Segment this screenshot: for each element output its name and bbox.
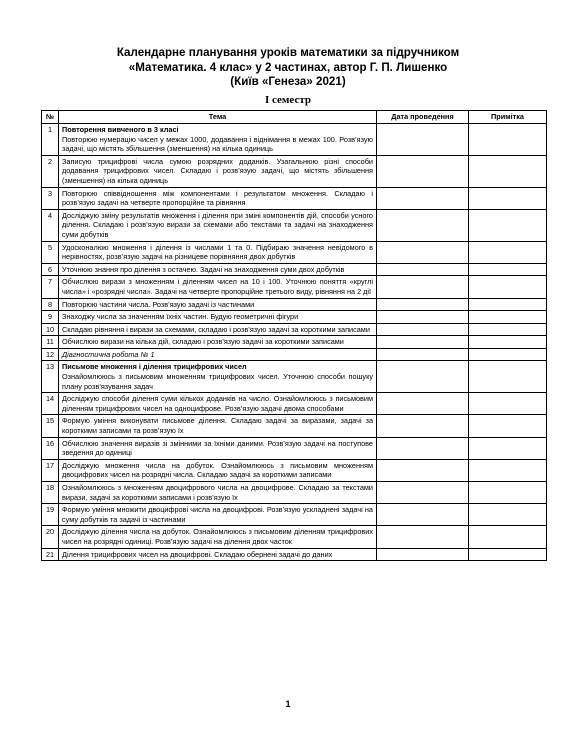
row-date-cell[interactable]: [377, 311, 469, 324]
row-topic: [59, 311, 377, 324]
row-note-cell[interactable]: [469, 548, 547, 561]
row-topic: [59, 155, 377, 187]
table-body: [42, 124, 547, 561]
header-note: Примітка: [469, 111, 547, 124]
row-number: 2: [42, 155, 59, 187]
title-line-2: «Математика. 4 клас» у 2 частинах, автор Г. П. Лишенко: [128, 60, 448, 74]
row-number: 19: [42, 504, 59, 526]
table-row: [42, 241, 547, 263]
table-row: [42, 155, 547, 187]
row-note-cell[interactable]: [469, 187, 547, 209]
section-heading: Письмове множення і ділення трицифрових чисел: [62, 362, 247, 372]
topic-text: Ділення трицифрових чисел на двоцифрові. Складаю обернені задачі до даних: [62, 549, 333, 559]
row-topic: [59, 437, 377, 459]
topic-text: Досліджую зміну результатів множення і ділення при зміні компонентів дій, способи усного ділення. Складаю і розв’язую вирази за схемами або текстами та задачі на знаходження суми добутків: [62, 210, 373, 239]
row-topic: [59, 263, 377, 276]
row-number: 15: [42, 415, 59, 437]
row-topic: [59, 393, 377, 415]
document-title: [0, 46, 576, 90]
row-topic: [59, 209, 377, 241]
row-note-cell[interactable]: [469, 504, 547, 526]
table-row: [42, 311, 547, 324]
topic-text: Обчислюю вирази з множенням і діленням чисел на 10 і 100. Уточнюю поняття «круглі числа» і «розрядні числа». Задачі на четверте пропорційне третього виду, рівняння на 2 дії: [62, 277, 373, 296]
row-date-cell[interactable]: [377, 526, 469, 548]
table-row: [42, 209, 547, 241]
topic-text: Удосконалюю множення і ділення із числами 1 та 0. Підбираю значення невідомого в нерівностях, розв’язую задачі на різницеве порівняння двох добутків: [62, 242, 373, 262]
row-date-cell[interactable]: [377, 124, 469, 156]
row-number: 1: [42, 124, 59, 156]
row-note-cell[interactable]: [469, 209, 547, 241]
row-date-cell[interactable]: [377, 361, 469, 393]
row-note-cell[interactable]: [469, 323, 547, 336]
table-row: [42, 459, 547, 481]
topic-text: Формую уміння виконувати письмове ділення. Складаю задачі за виразами, задачі за короткими записами та розв’язую їх: [62, 416, 373, 436]
row-date-cell[interactable]: [377, 323, 469, 336]
topic-text: Формую уміння множити двоцифрові числа на двоцифрові. Розв’язую ускладнені задачі на суму добутків та задачі із частинами: [62, 505, 373, 524]
row-date-cell[interactable]: [377, 393, 469, 415]
row-number: 9: [42, 311, 59, 324]
row-topic: [59, 336, 377, 349]
row-topic: [59, 361, 377, 393]
topic-text: Записую трицифрові числа сумою розрядних доданків. Узагальнюю різні способи додавання трицифрових чисел. Складаю і розв’язую задачі, що містять збільшення (зменшення) на кілька одиниць: [62, 156, 373, 185]
topic-text: Досліджую множення числа на добуток. Ознайомлююсь з письмовим множенням двоцифрових чисел на розрядні числа. Складаю задачі за короткими записами: [62, 460, 373, 480]
topic-text: Складаю рівняння і вирази за схемами, складаю і розв’язую задачі за короткими записами: [62, 324, 370, 334]
section-heading: Повторення вивченого в 3 класі: [62, 125, 179, 134]
topic-text: Ознайомлююсь з письмовим множенням трицифрових чисел. Уточнюю способи пошуку плану розв’язування задач: [62, 372, 373, 391]
row-note-cell[interactable]: [469, 459, 547, 481]
lesson-plan-table: [41, 110, 547, 561]
table-header-row: [42, 111, 547, 124]
table-row: [42, 415, 547, 437]
table-row: [42, 504, 547, 526]
topic-text: Знаходжу числа за значенням їхніх частин. Будую геометричні фігури: [62, 312, 299, 322]
row-note-cell[interactable]: [469, 241, 547, 263]
row-topic: [59, 548, 377, 561]
row-topic: [59, 298, 377, 311]
table-row: [42, 482, 547, 504]
row-note-cell[interactable]: [469, 311, 547, 324]
row-topic: [59, 348, 377, 361]
row-number: 5: [42, 241, 59, 263]
row-note-cell[interactable]: [469, 361, 547, 393]
topic-text: Повторюю нумерацію чисел у межах 1000, додавання і віднімання в межах 100. Розв’язую задачі, що містять збільшення (зменшення) на кілька одиниць: [62, 134, 373, 154]
table-row: [42, 276, 547, 298]
row-number: 10: [42, 323, 59, 336]
row-date-cell[interactable]: [377, 276, 469, 298]
row-number: 18: [42, 482, 59, 504]
header-date: Дата проведення: [377, 111, 469, 124]
row-number: 8: [42, 298, 59, 311]
row-date-cell[interactable]: [377, 187, 469, 209]
title-line-1: Календарне планування уроків математики за підручником: [116, 46, 460, 59]
row-date-cell[interactable]: [377, 155, 469, 187]
row-number: 21: [42, 548, 59, 561]
topic-text: Повторюю співвідношення між компонентами і результатом множення. Складаю і розв’язую задачі на четверте пропорційне та рівняння: [62, 188, 373, 208]
row-topic: [59, 459, 377, 481]
row-date-cell[interactable]: [377, 298, 469, 311]
table-row: [42, 526, 547, 548]
row-topic: [59, 415, 377, 437]
row-topic: [59, 276, 377, 298]
table-row: [42, 548, 547, 561]
topic-text: Досліджую способи ділення суми кількох доданків на число. Ознайомлююсь з письмовим діленням трицифрових чисел на одноцифрове. Розв’язую задачі двома способами: [62, 394, 373, 413]
table-row: [42, 336, 547, 349]
row-date-cell[interactable]: [377, 348, 469, 361]
row-topic: [59, 241, 377, 263]
table-row: [42, 124, 547, 156]
topic-text: Діагностична робота № 1: [62, 349, 155, 359]
row-number: 12: [42, 348, 59, 361]
row-number: 4: [42, 209, 59, 241]
row-note-cell[interactable]: [469, 155, 547, 187]
row-note-cell[interactable]: [469, 482, 547, 504]
table-row: [42, 348, 547, 361]
row-note-cell[interactable]: [469, 298, 547, 311]
row-note-cell[interactable]: [469, 124, 547, 156]
row-note-cell[interactable]: [469, 276, 547, 298]
topic-text: Уточнюю знання про ділення з остачею. Задачі на знаходження суми двох добутків: [62, 264, 345, 274]
row-topic: [59, 526, 377, 548]
row-topic: [59, 504, 377, 526]
row-number: 11: [42, 336, 59, 349]
table-row: [42, 393, 547, 415]
topic-text: Обчислюю вирази на кілька дій, складаю і розв’язую задачі за короткими записами: [62, 337, 344, 347]
row-date-cell[interactable]: [377, 263, 469, 276]
title-line-3: (Київ «Генеза» 2021): [230, 75, 346, 88]
row-number: 14: [42, 393, 59, 415]
row-note-cell[interactable]: [469, 393, 547, 415]
row-date-cell[interactable]: [377, 241, 469, 263]
page-number: 1: [285, 699, 291, 709]
header-topic: Тема: [59, 111, 377, 124]
table-row: [42, 187, 547, 209]
topic-text: Повторюю частини числа. Розв’язую задачі із частинами: [62, 299, 255, 309]
row-date-cell[interactable]: [377, 459, 469, 481]
row-number: 3: [42, 187, 59, 209]
header-number: №: [42, 111, 59, 124]
row-note-cell[interactable]: [469, 526, 547, 548]
table-row: [42, 361, 547, 393]
row-date-cell[interactable]: [377, 336, 469, 349]
table-row: [42, 437, 547, 459]
row-date-cell[interactable]: [377, 504, 469, 526]
topic-text: Досліджую ділення числа на добуток. Ознайомлююсь з письмовим діленням трицифрових чисел на розрядні одиниці. Розв’язую задачі на ділення двох часток: [62, 527, 373, 546]
row-topic: [59, 187, 377, 209]
row-number: 17: [42, 459, 59, 481]
row-number: 7: [42, 276, 59, 298]
table-row: [42, 263, 547, 276]
table-row: [42, 298, 547, 311]
row-note-cell[interactable]: [469, 263, 547, 276]
row-note-cell[interactable]: [469, 336, 547, 349]
row-number: 13: [42, 361, 59, 393]
table-row: [42, 323, 547, 336]
row-topic: [59, 482, 377, 504]
topic-text: Ознайомлююсь з множенням двоцифрового числа на двоцифрове. Складаю за текстами вирази, задачі за короткими записами і розв’язую їх: [62, 483, 373, 502]
semester-heading: І семестр: [265, 94, 311, 106]
row-date-cell[interactable]: [377, 209, 469, 241]
row-note-cell[interactable]: [469, 437, 547, 459]
row-note-cell[interactable]: [469, 415, 547, 437]
row-date-cell[interactable]: [377, 548, 469, 561]
row-number: 6: [42, 263, 59, 276]
row-topic: [59, 323, 377, 336]
row-number: 20: [42, 526, 59, 548]
row-note-cell[interactable]: [469, 348, 547, 361]
row-topic: [59, 124, 377, 156]
row-number: 16: [42, 437, 59, 459]
topic-text: Обчислюю значення виразів зі змінними за їхніми даними. Розв’язую задачі на поступове зведення до одиниці: [62, 438, 373, 458]
row-date-cell[interactable]: [377, 482, 469, 504]
row-date-cell[interactable]: [377, 437, 469, 459]
row-date-cell[interactable]: [377, 415, 469, 437]
